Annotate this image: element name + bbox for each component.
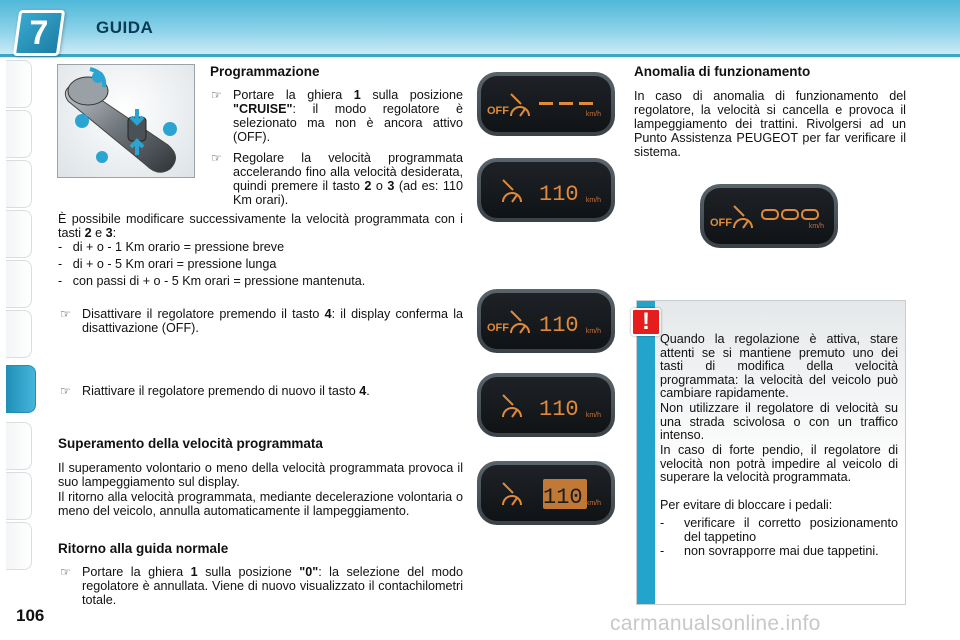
- warning-icon: !: [631, 308, 661, 336]
- cruise-speedometer-icon: [511, 311, 529, 333]
- overspeed-heading: Superamento della velocità programmata: [58, 436, 323, 451]
- chapter-tab[interactable]: [6, 210, 32, 258]
- display-off-dashes: [477, 72, 615, 136]
- list-item: ☞ Portare la ghiera 1 sulla posizione "CRUISE": il modo regolatore è selezionato ma non è ancora attivo (OFF).: [211, 88, 463, 144]
- cruise-speedometer-icon: [503, 483, 521, 505]
- speed-unit: km/h: [585, 197, 601, 204]
- chapter-tab[interactable]: [6, 160, 32, 208]
- cruise-speedometer-icon: [734, 206, 752, 228]
- warning-paragraph-2: Non utilizzare il regolatore di velocità su una strada scivolosa o con un traffico intenso.: [660, 401, 898, 443]
- normal-driving-heading: Ritorno alla guida normale: [58, 541, 229, 556]
- display-anomaly: [700, 184, 838, 248]
- header-rule: [0, 54, 960, 57]
- list-item: - di + o - 5 Km orari = pressione lunga: [58, 257, 277, 271]
- chapter-tab-active[interactable]: [6, 365, 36, 413]
- chapter-tab[interactable]: [6, 310, 32, 358]
- chapter-number: 7: [29, 14, 49, 52]
- chapter-tab[interactable]: [6, 422, 32, 470]
- page-number: 106: [16, 606, 45, 625]
- hand-pointer-icon: ☞: [60, 307, 71, 321]
- chapter-tab[interactable]: [6, 522, 32, 570]
- overspeed-paragraph-1: Il superamento volontario o meno della velocità programmata provoca il suo lampeggiamento sul display.: [58, 461, 463, 489]
- modify-speed-paragraph: È possibile modificare successivamente la velocità programmata con i tasti 2 e 3:: [58, 212, 463, 240]
- overspeed-paragraph-2: Il ritorno alla velocità programmata, mediante decelerazione volontaria o meno del veicolo, annulla automaticamente il lampeggiamento.: [58, 490, 463, 518]
- list-item: - non sovrapporre mai due tappetini.: [660, 544, 879, 558]
- chapter-tab[interactable]: [6, 60, 32, 108]
- section-title: GUIDA: [96, 18, 154, 37]
- cruise-speedometer-icon: [503, 395, 521, 417]
- chapter-tab[interactable]: [6, 260, 32, 308]
- hand-pointer-icon: ☞: [211, 88, 222, 102]
- list-item: ☞ Regolare la velocità programmata accelerando fino alla velocità desiderata, quindi premere il tasto 2 o 3 (ad es: 110 Km orari).: [211, 151, 463, 207]
- display-speed-set: [477, 158, 615, 222]
- hand-pointer-icon: ☞: [60, 565, 71, 579]
- display-speed-reactivated: [477, 373, 615, 437]
- list-item: ☞ Disattivare il regolatore premendo il tasto 4: il display conferma la disattivazione (OFF).: [60, 307, 463, 335]
- speed-readout: 110: [539, 313, 579, 338]
- warning-paragraph-1: Quando la regolazione è attiva, stare attenti se si mantiene premuto uno dei tasti di modifica della velocità programmata: la velocità del veicolo può cambiare rapidamente.: [660, 332, 898, 401]
- chapter-tab[interactable]: [6, 472, 32, 520]
- cruise-speedometer-icon: [503, 180, 521, 202]
- list-item: - verificare il corretto posizionamento del tappetino: [660, 516, 898, 544]
- speed-readout: 110: [539, 397, 579, 422]
- speed-unit: km/h: [585, 111, 601, 118]
- anomaly-paragraph: In caso di anomalia di funzionamento del regolatore, la velocità si cancella e provoca il lampeggiamento dei trattini. Rivolgersi ad un Punto Assistenza PEUGEOT per far verificare il sistema.: [634, 89, 906, 159]
- display-off-speed: [477, 289, 615, 353]
- list-item: - con passi di + o - 5 Km orari = pressione mantenuta.: [58, 274, 366, 288]
- hand-pointer-icon: ☞: [211, 151, 222, 165]
- chapter-tab[interactable]: [6, 110, 32, 158]
- speed-readout: 110: [543, 485, 583, 510]
- watermark: carmanualsonline.info: [610, 612, 821, 635]
- display-off-label: OFF: [487, 322, 509, 334]
- speed-unit: km/h: [585, 500, 601, 507]
- warning-paragraph-4: Per evitare di bloccare i pedali:: [660, 498, 833, 512]
- display-off-label: OFF: [487, 105, 509, 117]
- display-off-label: OFF: [710, 217, 732, 229]
- speed-unit: km/h: [585, 412, 601, 419]
- dashes-readout: [539, 102, 593, 105]
- list-item: - di + o - 1 Km orario = pressione breve: [58, 240, 285, 254]
- chapter-badge: [13, 10, 65, 56]
- list-item: ☞ Riattivare il regolatore premendo di nuovo il tasto 4.: [60, 384, 370, 398]
- anomaly-heading: Anomalia di funzionamento: [634, 64, 811, 79]
- speed-readout: 110: [539, 182, 579, 207]
- warning-paragraph-3: In caso di forte pendio, il regolatore di velocità non potrà impedire al veicolo di superare la velocità programmata.: [660, 443, 898, 485]
- warning-strip: [637, 301, 655, 604]
- hand-pointer-icon: ☞: [60, 384, 71, 398]
- chapter-tabs: [0, 60, 34, 580]
- list-item: ☞ Portare la ghiera 1 sulla posizione "0": la selezione del modo regolatore è annullata. Viene di nuovo visualizzato il contachilometri totale.: [60, 565, 463, 607]
- flashing-dashes-readout: [762, 210, 818, 219]
- cruise-speedometer-icon: [511, 94, 529, 116]
- stalk-icon: [58, 65, 195, 178]
- cruise-stalk-illustration: [57, 64, 195, 178]
- speed-unit: km/h: [585, 328, 601, 335]
- display-speed-flashing: [477, 461, 615, 525]
- programming-heading: Programmazione: [210, 64, 320, 79]
- speed-unit: km/h: [808, 223, 824, 230]
